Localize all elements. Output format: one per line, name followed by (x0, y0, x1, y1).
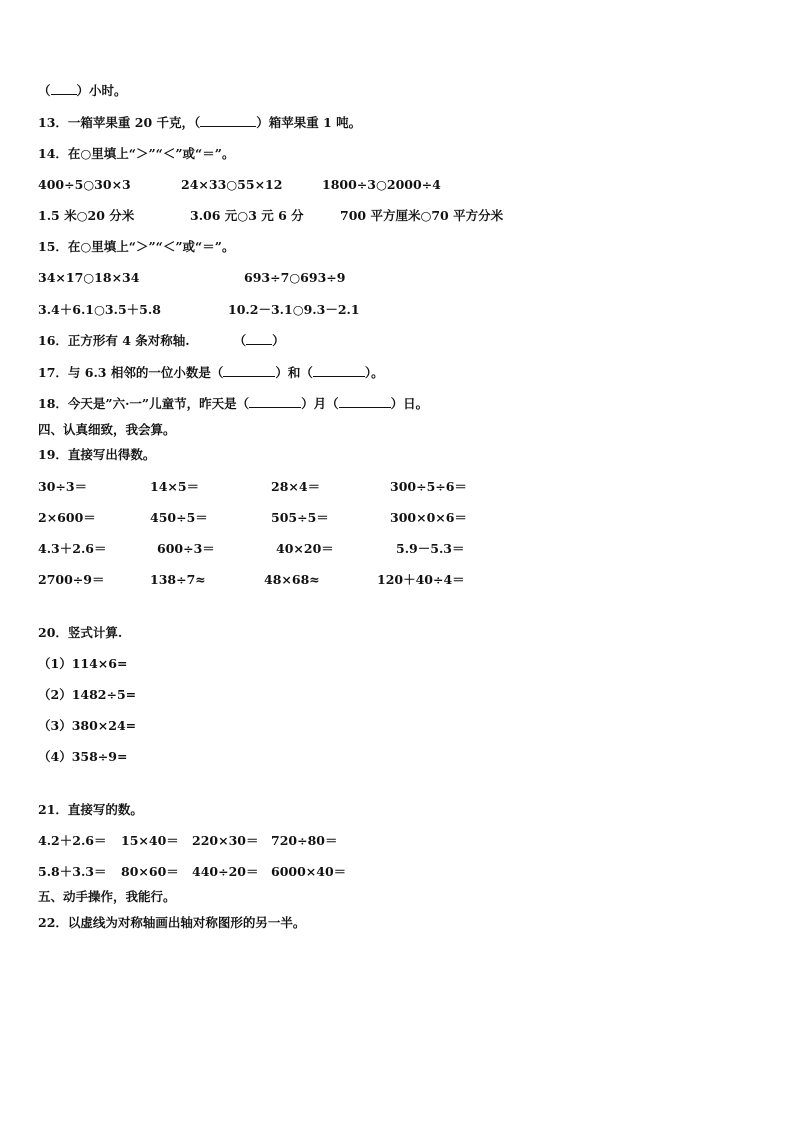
question-20: 20．竖式计算. (38, 625, 123, 640)
q15-item: 34×17○18×34 (38, 270, 140, 285)
question-19: 19．直接写出得数。 (38, 447, 156, 462)
q21-item: 15×40＝ (121, 833, 179, 848)
q15-item: 693÷7○693÷9 (244, 270, 346, 285)
q14-item: 400÷5○30×3 (38, 177, 131, 192)
q19-item: 30÷3＝ (38, 479, 88, 494)
answer-blank[interactable] (339, 396, 391, 408)
question-15: 15．在○里填上“＞”“＜”或“＝”。 (38, 239, 235, 254)
question-text: ）。 (364, 365, 384, 380)
question-text: ）和（ (275, 365, 313, 380)
answer-blank[interactable] (313, 365, 365, 377)
answer-blank[interactable] (246, 333, 272, 345)
q19-item: 450÷5＝ (150, 510, 208, 525)
section-5-heading: 五、动手操作，我能行。 (38, 889, 176, 904)
bracket-close: ） (272, 333, 285, 348)
q15-item: 3.4＋6.1○3.5＋5.8 (38, 302, 161, 317)
q21-item: 720÷80＝ (271, 833, 338, 848)
q14-item: 24×33○55×12 (181, 177, 283, 192)
q19-item: 2700÷9＝ (38, 572, 105, 587)
q20-item: （3）380×24= (38, 718, 137, 733)
q20-item: （2）1482÷5= (38, 687, 137, 702)
question-13 (38, 115, 361, 131)
answer-blank[interactable] (200, 115, 256, 127)
bracket-open: （ (38, 83, 51, 98)
q19-item: 505÷5＝ (271, 510, 329, 525)
answer-blank[interactable] (51, 83, 77, 95)
q21-item: 80×60＝ (121, 864, 179, 879)
answer-blank[interactable] (223, 365, 275, 377)
q14-item: 1.5 米○20 分米 (38, 208, 135, 223)
q19-item: 14×5＝ (150, 479, 200, 494)
answer-line-hours (38, 83, 127, 99)
question-text: 17．与 6.3 相邻的一位小数是（ (38, 365, 224, 380)
q19-item: 28×4＝ (271, 479, 321, 494)
question-22: 22．以虚线为对称轴画出轴对称图形的另一半。 (38, 915, 306, 930)
q21-item: 4.2＋2.6＝ (38, 833, 107, 848)
q14-item: 1800÷3○2000÷4 (322, 177, 441, 192)
q19-item: 300×0×6＝ (390, 510, 467, 525)
question-text: ）日。 (390, 396, 429, 411)
q21-item: 220×30＝ (192, 833, 259, 848)
line-text: ）小时。 (76, 83, 127, 98)
q19-item: 5.9－5.3＝ (396, 541, 465, 556)
question-17 (38, 365, 384, 381)
question-text: 13．一箱苹果重 20 千克，（ (38, 115, 201, 130)
section-4-heading: 四、认真细致，我会算。 (38, 422, 176, 437)
q19-item: 48×68≈ (264, 572, 320, 587)
q19-item: 600÷3＝ (157, 541, 215, 556)
q20-item: （1）114×6= (38, 656, 128, 671)
question-text: 18．今天是”六·一”儿童节，昨天是（ (38, 396, 250, 411)
q21-item: 5.8＋3.3＝ (38, 864, 107, 879)
q19-item: 2×600＝ (38, 510, 96, 525)
q14-item: 700 平方厘米○70 平方分米 (340, 208, 504, 223)
q21-item: 440÷20＝ (192, 864, 259, 879)
question-21: 21．直接写的数。 (38, 802, 143, 817)
q14-item: 3.06 元○3 元 6 分 (190, 208, 304, 223)
q19-item: 120＋40÷4＝ (377, 572, 465, 587)
q21-item: 6000×40＝ (271, 864, 347, 879)
q15-item: 10.2－3.1○9.3－2.1 (228, 302, 360, 317)
q20-item: （4）358÷9= (38, 749, 128, 764)
question-18 (38, 396, 428, 412)
q19-item: 40×20＝ (276, 541, 334, 556)
question-text: 16．正方形有 4 条对称轴. (38, 333, 190, 348)
question-16 (38, 333, 285, 349)
answer-blank[interactable] (249, 396, 301, 408)
question-text: ）箱苹果重 1 吨。 (256, 115, 362, 130)
bracket-open: （ (233, 333, 247, 348)
q19-item: 138÷7≈ (150, 572, 206, 587)
question-text: ）月（ (301, 396, 339, 411)
q19-item: 4.3＋2.6＝ (38, 541, 107, 556)
question-14: 14．在○里填上“＞”“＜”或“＝”。 (38, 146, 235, 161)
q19-item: 300÷5÷6＝ (390, 479, 467, 494)
